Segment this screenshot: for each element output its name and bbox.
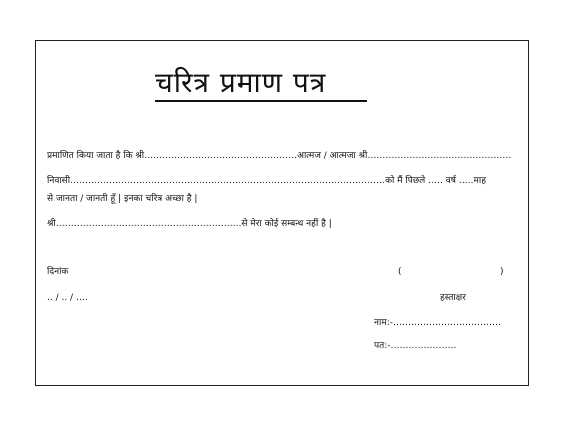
title-underline	[155, 100, 367, 102]
signature-bracket-close: )	[500, 267, 504, 277]
signature-label: हस्ताक्षर	[440, 293, 466, 303]
name-field: नाम:-………………………………	[374, 318, 501, 328]
date-label: दिनांक	[47, 267, 69, 277]
form-title: चरित्र प्रमाण पत्र	[155, 66, 327, 99]
residence-line: निवासी……………………………………………………………………………………………को मैं पिछले ….. वर्ष …..माह	[47, 176, 487, 186]
certification-line: प्रमाणित किया जाता है कि श्री……………………………………………आत्मज / आत्मजा श्री…………………………………………	[47, 151, 512, 161]
relation-line: श्री……………………………………………………..से मेरा कोई सम्बन्ध नहीं है |	[47, 219, 332, 229]
address-field: पत:-………………….	[374, 341, 457, 351]
character-line: से जानता / जानती हूँ | इनका चरित्र अच्छा है |	[47, 194, 198, 204]
signature-bracket-open: (	[398, 267, 402, 277]
date-field: .. / .. / ….	[47, 293, 88, 303]
